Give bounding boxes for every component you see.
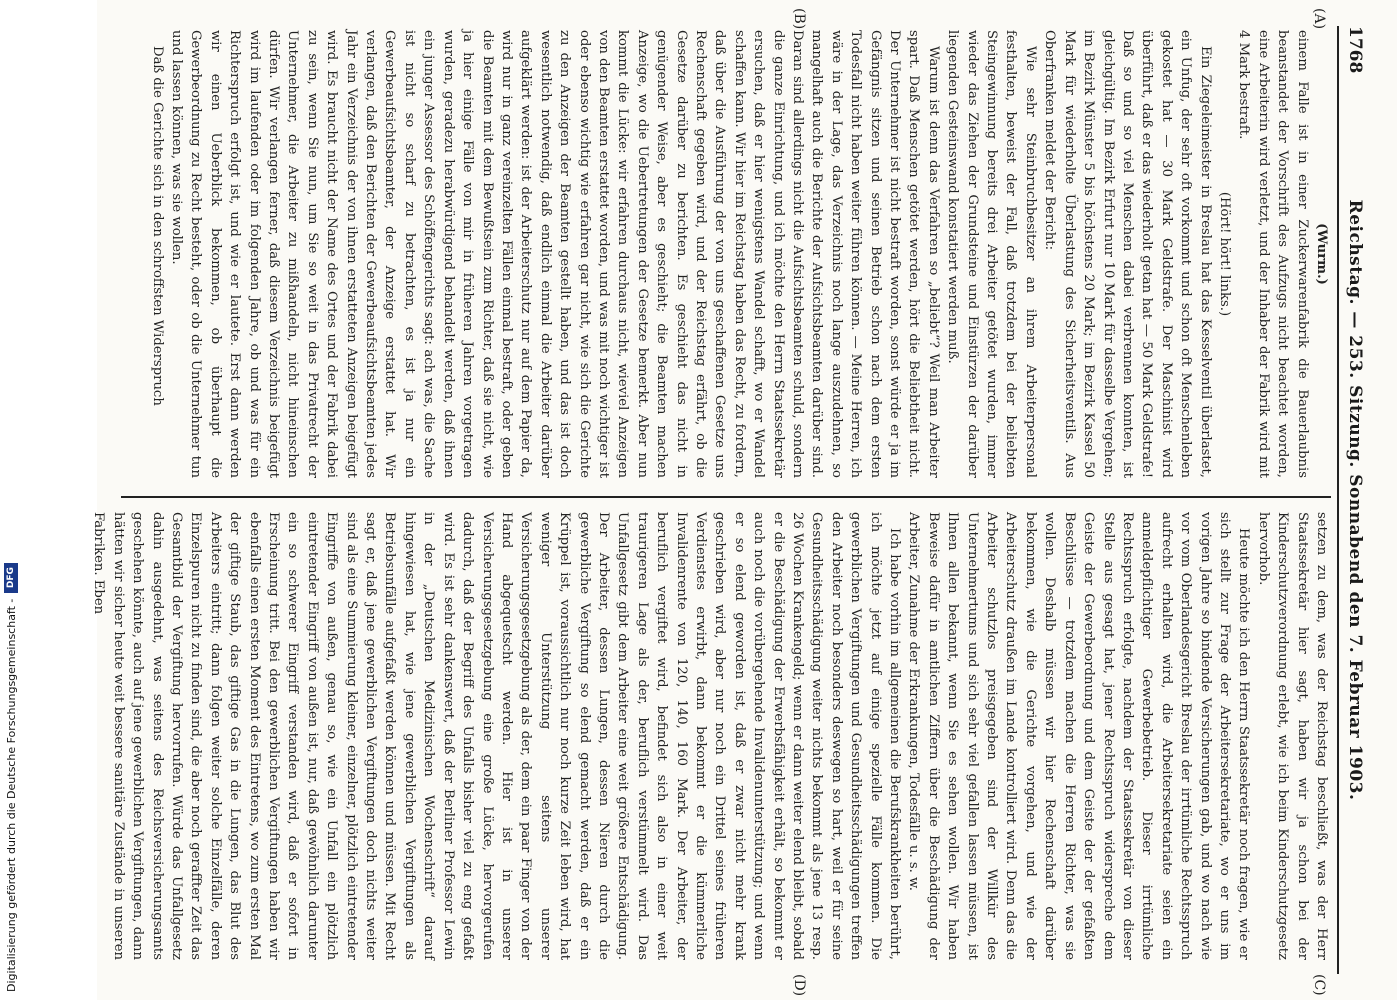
- column-divider: [121, 496, 1331, 498]
- dfg-logo: DFG: [4, 563, 18, 593]
- paragraph: Daß die Gerichte sich in den schroffsten Widerspruch: [149, 46, 165, 406]
- paragraph: einem Falle ist in einer Zuckerwarenfabrik die Bauerlaubnis beanstandet der Vorschrift des Aufzugs nicht beachtet worden, eine Arbeiterin wird verletzt, und der Inhaber der Fabrik wird mit 4 Mark bestraft.: [1236, 30, 1310, 478]
- left-column: [121, 30, 1331, 478]
- digitization-credit: [2, 0, 20, 1000]
- credit-text: Digitalisierung gefördert durch die Deutsche Forschungsgemeinschaft -: [4, 598, 18, 992]
- paragraph: Ein Ziegeleimeister in Breslau hat das Kesselventil überlastet, ein Unfug, der sehr oft vorkommt und schon oft Menschenleben gekostet hat — 30 Mark Geldstrafe. Der Maschinist wird überführt, daß er das wiederholt getan hat — 50 Mark Geldstrafe! Daß so und so viel Menschen dabei verbrennen konnten, ist gleichgültig. Im Bezirk Erfurt nur 10 Mark für dasselbe Vergehen; im Bezirk Münster 5 bis höchstens 20 Mark; im Bezirk Kassel 50 Mark für wiederholte Überlastung des Sicherheitsventils. Aus Oberfranken meldet der Bericht:: [1042, 30, 1213, 478]
- document-page: [91, 0, 1397, 1000]
- margin-marker-a: (A): [1311, 8, 1327, 30]
- page-title: Reichstag. — 253. Sitzung. Sonnabend den 7. Februar 1903.: [1345, 199, 1365, 801]
- paragraph: setzen zu dem, was der Reichstag beschließt, was der Herr Staatssekretär hier sagt, haben wir ja schon bei der Kinderschutzverordnung erlebt, wie ich beim Kinderschutzgesetz hervorhob.: [1255, 512, 1329, 960]
- margin-marker-b: (B): [791, 8, 807, 30]
- speaker-name: (Wurm.): [1314, 223, 1329, 285]
- interjection: (Hört! hört! links.): [1216, 191, 1232, 317]
- paragraph: Heute möchte ich den Herrn Staatssekretär noch fragen, wie er sich stellt zur Frage der Arbeitersekretariate, wo er uns im vorigen Jahre so bindende Versicherungen gab, und wo nach wie vor vom Oberlandesgericht Breslau der irrtümliche Rechtsspruch aufrecht erhalten wird, die Arbeitersekretariate seien ein anmeldepflichtiger Gewerbebetrieb. Dieser irrtümliche Rechtsspruch erfolgte, nachdem der Staatssekretär von dieser Stelle aus gesagt hat, jener Rechtsspruch widerspreche dem Geiste der Gewerbeordnung und dem Geiste der der gefaßten Beschlüsse — trotzdem machen die Herren Richter, was sie wollen. Deshalb müssen wir hier Rechenschaft darüber bekommen, wie die Gerichte vorgehen, und wie der Arbeiterschutz draußen im Lande kontrolliert wird. Denn das die Arbeiter schutzlos preisgegeben sind der Willkür des Unternehmertums und sich sehr viel gefallen lassen müssen, ist Ihnen allen bekannt, wenn Sie es sehen wollen. Wir haben Beweise dafür in amtlichen Ziffern über die Beschädigung der Arbeiter, Zunahme der Erkrankungen, Todesfälle u. s. w.: [906, 512, 1252, 960]
- quotation: Wie sehr Steinbruchbesitzer an ihrem Arbeiterpersonal festhalten, beweist der Fall, daß trotzdem bei der beliebten Steingewinnung bereits drei Arbeiter getötet wurden, immer wieder das Ziehen der Grundsteine und Einstürzen der darüber liegenden Gesteinswand konstatiert werden muß.: [945, 30, 1038, 478]
- right-column: [91, 512, 1331, 960]
- page-header: [1337, 26, 1369, 974]
- paragraph: Ich habe vorhin im allgemeinen die Berufskrankheiten berührt, ich möchte jetzt auf einige spezielle Fälle kommen. Die gewerblichen Vergiftungen und Gesundheitsschädigungen treffen den Arbeiter noch besonders deswegen so hart, weil er für seine Gesundheitsschädigung weiter nichts bekommt als jene 13 resp. 26 Wochen Krankengeld; wenn er dann weiter elend bleibt, sobald er die Beschädigung der Erwerbsfähigkeit erhält, so bekommt er auch noch die vorübergehende Invalidenunterstützung; und wenn er so elend geworden ist, daß er zwar nicht mehr krank geschrieben wird, aber nur noch ein Drittel seines früheren Verdienstes erwirbt, dann bekommt er die kümmerliche Invalidenrente von 120, 140, 160 Mark. Der Arbeiter, der beruflich vergiftet wird, befindet sich also in einer weit traurigeren Lage als der, beruflich verstümmelt wird. Das Unfallgesetz gibt dem Arbeiter eine weit größere Entschädigung. Der Arbeiter, dessen Lungen, dessen Nieren durch die gewerbliche Vergiftung so elend gemacht werden, daß er ein Krüppel ist, voraussichtlich nur noch kurze Zeit leben wird, hat weniger Unterstützung seitens unserer Versicherungsgesetzgebung als der, dem ein paar Finger von der Hand abgequetscht werden. Hier ist in unserer Versicherungsgesetzgebung eine große Lücke, hervorgerufen dadurch, daß der Begriff des Unfalls bisher viel zu eng gefaßt wird. Es ist sehr dankenswert, daß der Berliner Professor Lewin in der „Deutschen Medizinischen Wochenschrift“ darauf hingewiesen hat, wie jene gewerblichen Vergiftungen als Betriebsunfälle aufgefaßt werden können und müssen. Mit Recht sagt er, daß jene gewerblichen Vergiftungen doch nichts weiter sind als eine Summierung kleiner, einzelner, plötzlich eintretender Eingriffe von außen, genau so, wie ein Unfall ein plötzlich eintretender Eingriff von außen ist, nur, daß gewöhnlich darunter ein so schwerer Eingriff verstanden wird, daß er sofort in Erscheinung tritt. Bei den gewerblichen Vergiftungen haben wir ebenfalls einen ersten Moment des Eintretens, wo zum ersten Mal der giftige Staub, das giftige Gas in die Lungen, das Blut des Arbeiters eintritt; dann folgen weiter solche Einzelfälle, deren Einzelspuren nicht zu finden sind, die aber noch geraffter Zeit das Gesamtbild der Vergiftung hervorrufen. Würde das Unfallgesetz dahin ausgedehnt, was seitens des Reichsversicherungsamts geschehen könnte, auch auf jene gewerblichen Vergiftungen, dann hätten wir sicher heute weit bessere sanitäre Zustände in unseren Fabriken. Eben: [91, 512, 903, 960]
- margin-marker-d: (D): [791, 974, 807, 997]
- page-number: 1768: [1345, 26, 1365, 74]
- margin-marker-c: (C): [1311, 974, 1327, 996]
- paragraph: Warum ist denn das Verfahren so „beliebt“? Weil man Arbeiter spart. Daß Menschen getötet werden, hört die Beliebtheit nicht. Der Unternehmer ist nicht bestraft worden, sonst würde er ja im Gefängnis sitzen und seinen Betrieb schon nach dem ersten Todesfall nicht haben weiter führen können. — Meine Herren, ich wäre in der Lage, das Verzeichnis noch lange auszudehnen, so mangelhaft auch die Berichte der Aufsichtsbeamten darüber sind. Daran sind allerdings nicht die Aufsichtsbeamten schuld, sondern die ganze Einrichtung, und ich möchte den Herrn Staatssekretär ersuchen, daß er hier wenigstens Wandel schafft, wo er Wandel schaffen kann. Wir hier im Reichstag haben das Recht, zu fordern, daß über die Ausführung der von uns geschaffenen Gesetze uns Rechenschaft gegeben wird, und der Reichstag erfährt, ob die Gesetze darüber zu berichten. Es geschieht das nicht in genügender Weise, aber es geschieht; die Beamten machen Anzeige, wo die Uebertretungen der Gesetze bemerkt. Aber nun kommt die Lücke: wir erfahren durchaus nicht, wieviel Anzeigen von den Beamten erstattet worden, und was mit noch wichtiger ist oder ebenso wichtig wie erfahren gar nicht, wie sich die Gerichte zu den Anzeigen der Beamten gestellt haben, und das ist doch wesentlich notwendig, daß endlich einmal die Arbeiter darüber aufgeklärt werden: ist der Arbeiterschutz nur auf dem Papier da, wird nur in ganz vereinzelten Fällen einmal bestraft, oder geben die Beamten mit dem Bewußtsein zum Richter, daß sie nicht, wie ja hier einige Fälle von mir in früheren Jahren vorgetragen wurden, geradezu herabwürdigend behandelt werden, daß ihnen ein junger Assessor des Schöffengerichts sagt: ach was, die Sache ist nicht so scharf zu betrachten, es ist ja nur ein Gewerbeaufsichtsbeamter, der Anzeige erstattet hat. Wir verlangen, daß den Berichten der Gewerbeaufsichtsbeamten jedes Jahr ein Verzeichnis der von ihnen erstatteten Anzeigen beigefügt wird. Es braucht nicht der Name des Ortes und der Fabrik dabei zu sein, wenn Sie nun, um Sie so weit in das Privatrecht der Unternehmer, die Arbeiter zu mißhandeln, nicht hineinschen dürfen. Wir verlangen ferner, daß diesem Verzeichnis beigefügt wird im laufenden oder im folgenden Jahre, ob und was für ein Richterspruch erfolgt ist, und wie er lautete. Erst dann werden wir einen Ueberblick bekommen, ob überhaupt die Gewerbeordnung zu Recht besteht, oder ob die Unternehmer tun und lassen können, was sie wollen.: [169, 30, 941, 478]
